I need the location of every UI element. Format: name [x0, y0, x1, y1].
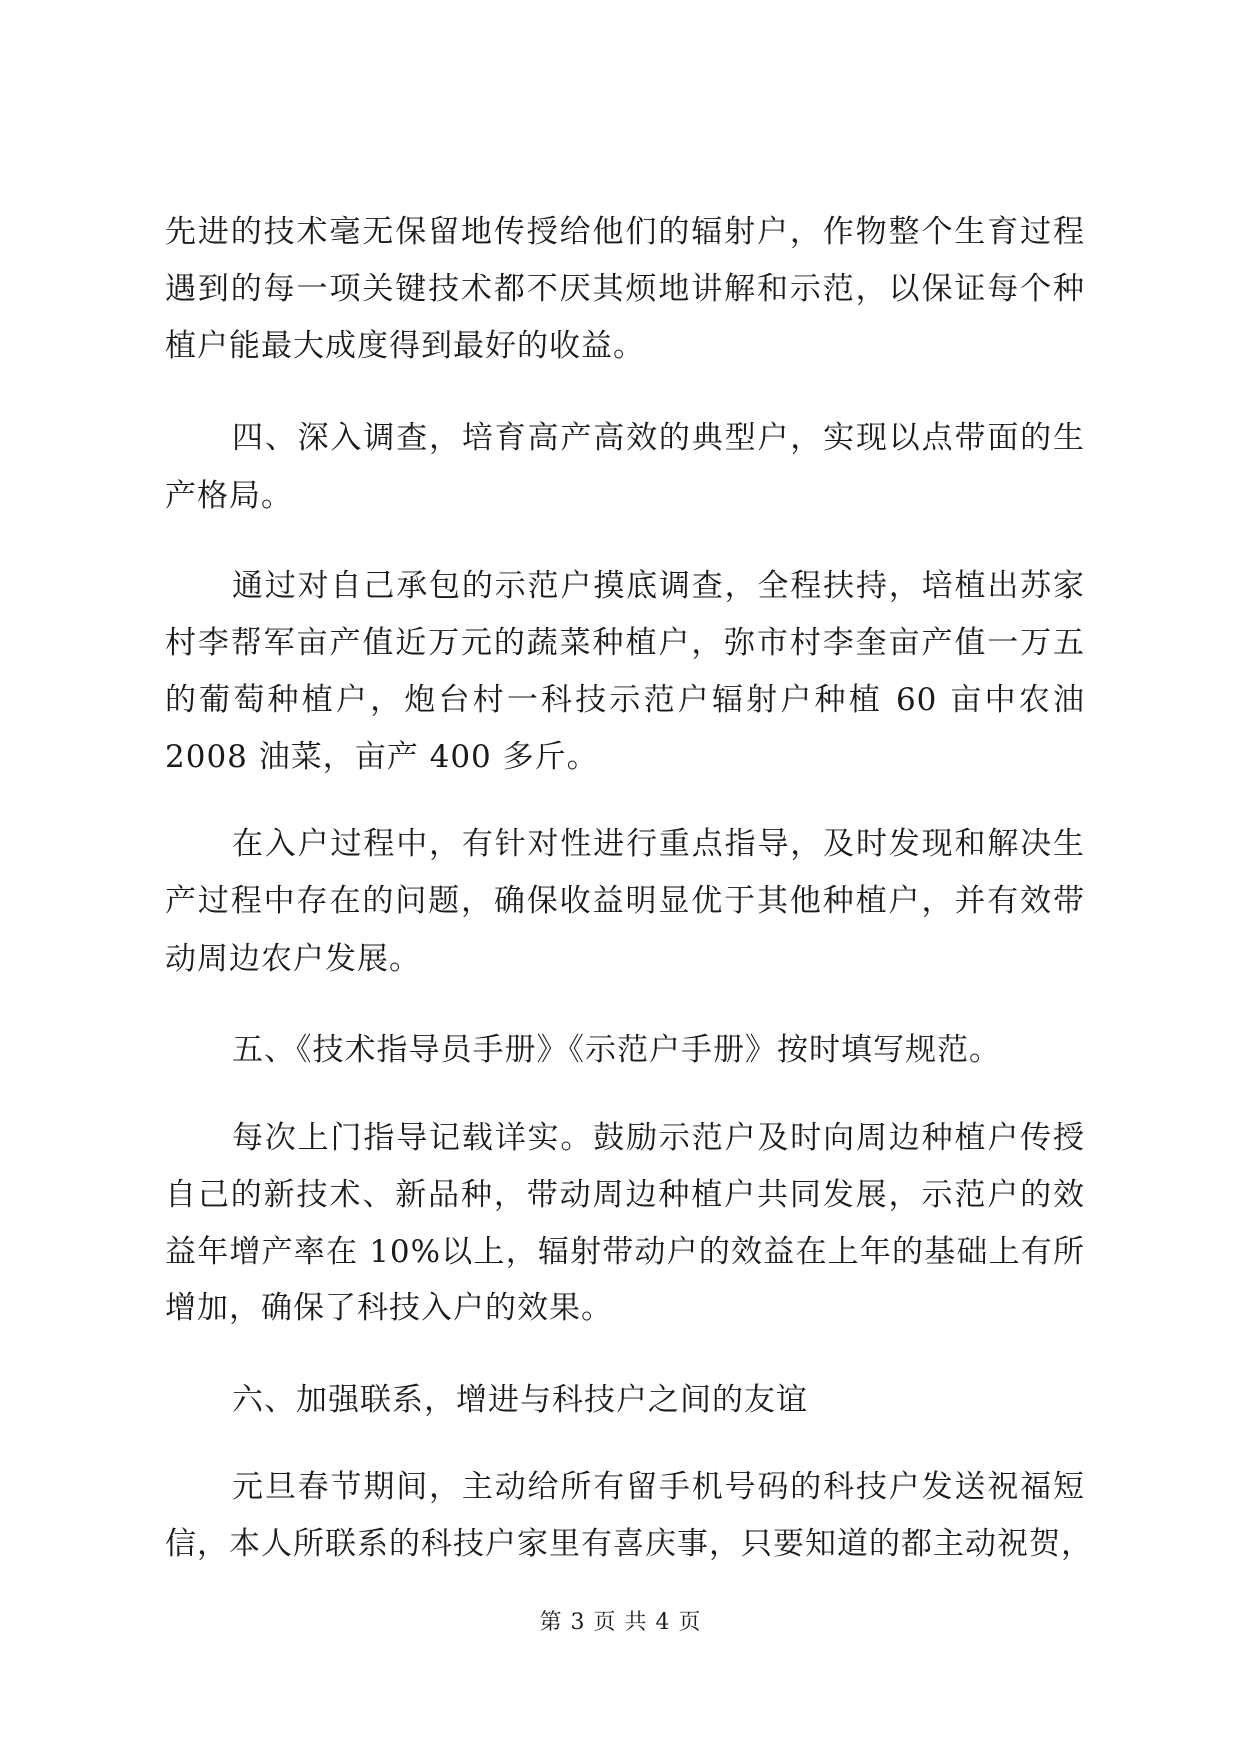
- body-line: 遇到的每一项关键技术都不厌其烦地讲解和示范，以保证每个种: [165, 271, 1085, 307]
- section-heading-line: 四、深入调查，培育高产高效的典型户，实现以点带面的生: [232, 420, 1085, 456]
- body-line: 元旦春节期间，主动给所有留手机号码的科技户发送祝福短: [232, 1469, 1085, 1505]
- section-heading-line: 六、加强联系，增进与科技户之间的友谊: [232, 1382, 808, 1418]
- body-line: 通过对自己承包的示范户摸底调查，全程扶持，培植出苏家: [232, 568, 1085, 604]
- page-number-footer: 第 3 页 共 4 页: [539, 1610, 702, 1635]
- body-line: 村李帮军亩产值近万元的蔬菜种植户，弥市村李奎亩产值一万五: [165, 625, 1085, 661]
- body-line: 产过程中存在的问题，确保收益明显优于其他种植户，并有效带: [165, 883, 1085, 919]
- body-line: 在入户过程中，有针对性进行重点指导，及时发现和解决生: [232, 826, 1085, 862]
- body-line: 植户能最大成度得到最好的收益。: [165, 328, 645, 364]
- section-heading-line: 产格局。: [165, 478, 293, 514]
- body-line: 自己的新技术、新品种，带动周边种植户共同发展，示范户的效: [165, 1177, 1085, 1213]
- body-line: 动周边农户发展。: [165, 941, 421, 977]
- body-line: 信，本人所联系的科技户家里有喜庆事，只要知道的都主动祝贺，: [165, 1526, 1093, 1562]
- body-line: 增加，确保了科技入户的效果。: [165, 1290, 613, 1326]
- section-heading-line: 五、《技术指导员手册》《示范户手册》按时填写规范。: [232, 1032, 1001, 1068]
- body-line: 每次上门指导记载详实。鼓励示范户及时向周边种植户传授: [232, 1120, 1085, 1156]
- body-line: 的葡萄种植户，炮台村一科技示范户辐射户种植 60 亩中农油: [165, 682, 1085, 718]
- body-line: 2008 油菜，亩产 400 多斤。: [165, 739, 599, 775]
- body-line: 益年增产率在 10%以上，辐射带动户的效益在上年的基础上有所: [165, 1234, 1085, 1270]
- body-line: 先进的技术毫无保留地传授给他们的辐射户，作物整个生育过程: [165, 214, 1085, 250]
